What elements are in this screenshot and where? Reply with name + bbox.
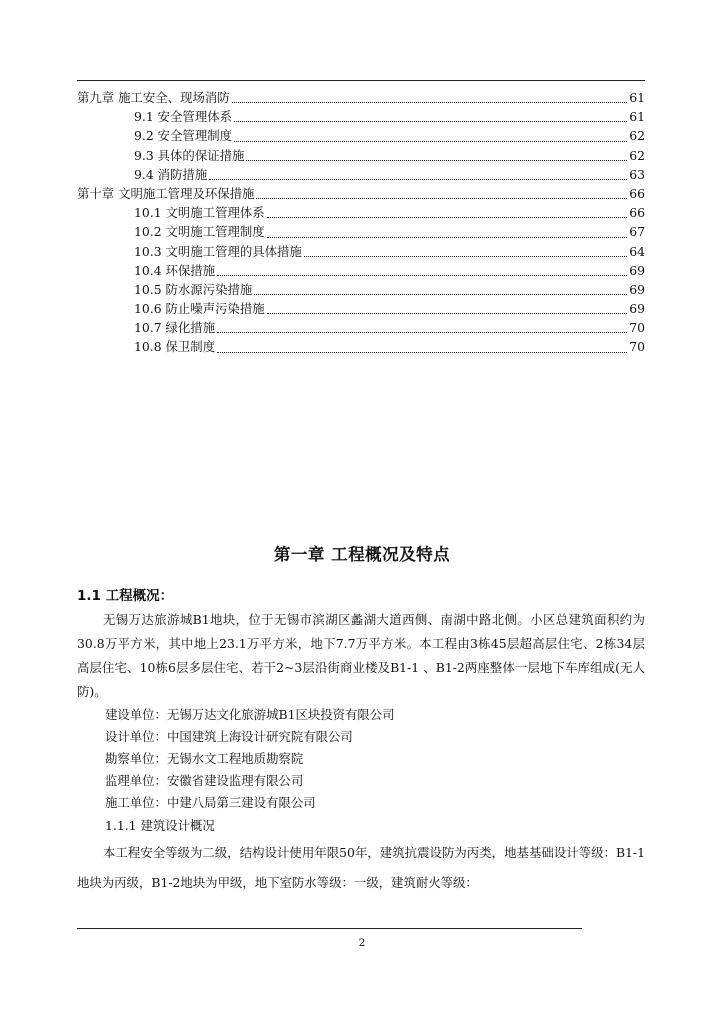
toc-entry-page: 61 <box>629 109 645 125</box>
toc-entry-10-8[interactable] <box>77 337 645 356</box>
toc-entry-page: 66 <box>629 205 645 221</box>
toc-entry-title: 10.3 文明施工管理的具体措施 <box>134 243 302 259</box>
toc-leader-dots <box>254 293 627 295</box>
toc-entry-title: 第九章 施工安全、现场消防 <box>77 90 230 105</box>
toc-entry-title: 10.7 绿化措施 <box>134 320 216 336</box>
toc-entry-page: 66 <box>629 185 645 201</box>
design-paragraph: 本工程安全等级为二级，结构设计使用年限50年，建筑抗震设防为丙类，地基基础设计等级：B1-1地块为丙级，B1-2地块为甲级，地下室防水等级：一级，建筑耐火等级： <box>77 845 645 890</box>
chapter-title: 第一章 工程概况及特点 <box>273 545 451 564</box>
body-text <box>77 608 645 898</box>
toc-entry-10-5[interactable] <box>77 280 645 299</box>
toc-entry-title: 10.2 文明施工管理制度 <box>134 224 265 240</box>
toc-entry-10-1[interactable] <box>77 203 645 222</box>
footer-rule <box>77 928 582 929</box>
toc-entry-title: 9.4 消防措施 <box>134 166 208 182</box>
toc-entry-page: 69 <box>629 281 645 297</box>
toc-leader-dots <box>217 351 627 353</box>
unit-contractor: 施工单位：中建八局第三建设有限公司 <box>105 795 316 810</box>
toc-entry-page: 67 <box>629 224 645 240</box>
toc-leader-dots <box>267 312 628 314</box>
toc-entry-title: 10.4 环保措施 <box>134 262 216 278</box>
toc-leader-dots <box>217 331 627 333</box>
toc-entry-title: 9.1 安全管理体系 <box>134 109 232 125</box>
toc-entry-title: 10.8 保卫制度 <box>134 339 216 355</box>
toc-entry-page: 64 <box>629 243 645 259</box>
toc-entry-title: 10.1 文明施工管理体系 <box>134 205 265 221</box>
toc-leader-dots <box>267 236 628 238</box>
toc-entry-title: 10.5 防水源污染措施 <box>134 281 253 297</box>
section-title: 1.1 工程概况： <box>77 588 174 604</box>
toc-entry-page: 63 <box>629 166 645 182</box>
toc-entry-10-4[interactable] <box>77 261 645 280</box>
toc-entry-10-6[interactable] <box>77 299 645 318</box>
toc-entry-title: 10.6 防止噪声污染措施 <box>134 301 265 317</box>
table-of-contents <box>77 88 645 357</box>
toc-entry-title: 9.3 具体的保证措施 <box>134 147 245 163</box>
toc-entry-page: 70 <box>629 320 645 336</box>
toc-entry-9-3[interactable] <box>77 146 645 165</box>
unit-supervisor: 监理单位：安徽省建设监理有限公司 <box>105 773 304 788</box>
toc-leader-dots <box>217 274 627 276</box>
toc-entry-9-1[interactable] <box>77 107 645 126</box>
toc-leader-dots <box>267 216 628 218</box>
toc-entry-9-2[interactable] <box>77 126 645 145</box>
toc-leader-dots <box>209 178 627 180</box>
toc-leader-dots <box>234 120 627 122</box>
toc-entry-10-3[interactable] <box>77 242 645 261</box>
toc-leader-dots <box>256 197 627 199</box>
toc-entry-page: 62 <box>629 128 645 144</box>
header-rule <box>77 80 645 81</box>
toc-leader-dots <box>246 159 627 161</box>
toc-entry-page: 62 <box>629 147 645 163</box>
intro-paragraph: 无锡万达旅游城B1地块，位于无锡市滨湖区蠡湖大道西侧、南湖中路北侧。小区总建筑面积约为30.8万平方米，其中地上23.1万平方米，地下7.7万平方米。本工程由3栋45层超高层住宅、2栋34层高层住宅、10栋6层多层住宅、若干2~3层沿街商业楼及B1-1 、B1-2两座整体一层地下车库组成(无人防)。 <box>77 612 645 699</box>
toc-entry-page: 70 <box>629 339 645 355</box>
toc-entry-chapter-9[interactable] <box>77 88 645 107</box>
toc-entry-chapter-10[interactable] <box>77 184 645 203</box>
page-number: 2 <box>358 937 366 949</box>
toc-leader-dots <box>304 255 627 257</box>
toc-entry-page: 61 <box>629 90 645 105</box>
toc-entry-title: 9.2 安全管理制度 <box>134 128 232 144</box>
unit-construction-owner: 建设单位：无锡万达文化旅游城B1区块投资有限公司 <box>105 707 395 722</box>
toc-entry-title: 第十章 文明施工管理及环保措施 <box>77 185 255 201</box>
unit-designer: 设计单位：中国建筑上海设计研究院有限公司 <box>105 729 353 744</box>
toc-entry-page: 69 <box>629 301 645 317</box>
subsection-title: 1.1.1 建筑设计概况 <box>105 818 215 833</box>
toc-leader-dots <box>232 101 628 103</box>
toc-entry-10-7[interactable] <box>77 318 645 337</box>
toc-leader-dots <box>234 140 627 142</box>
toc-entry-10-2[interactable] <box>77 222 645 241</box>
toc-entry-9-4[interactable] <box>77 165 645 184</box>
unit-list <box>77 704 645 814</box>
toc-entry-page: 69 <box>629 262 645 278</box>
unit-surveyor: 勘察单位：无锡水文工程地质勘察院 <box>105 751 304 766</box>
